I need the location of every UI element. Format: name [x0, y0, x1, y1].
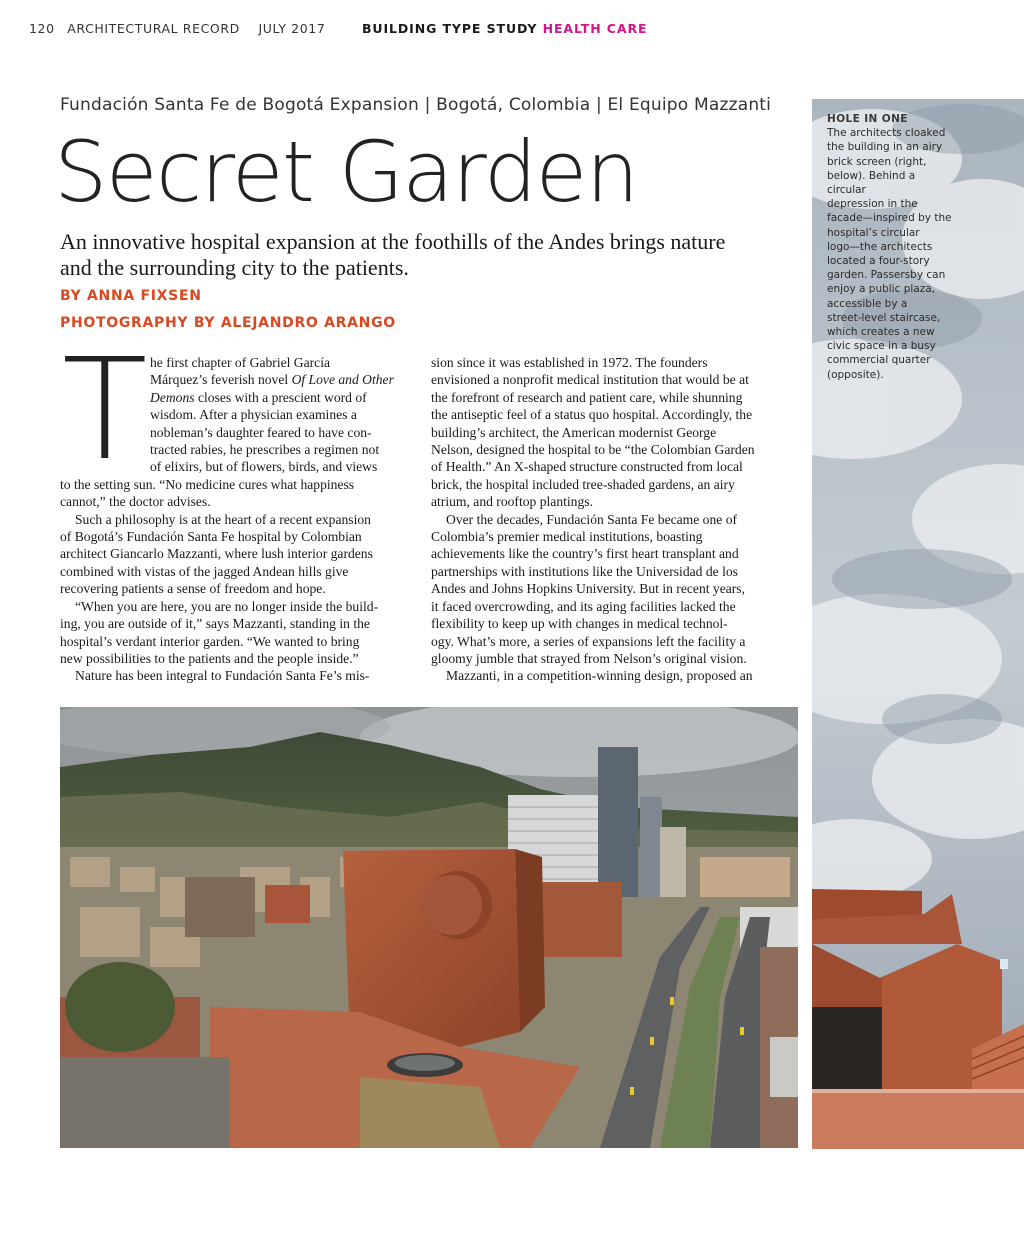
text-line: of elixirs, but of flowers, birds, and views — [150, 459, 378, 475]
text-line: Over the decades, Fundación Santa Fe became one of — [446, 511, 738, 527]
dek: An innovative hospital expansion at the foothills of the Andes brings nature and the surrounding city to the patients. — [60, 229, 726, 280]
caption-line: The architects cloaked — [827, 127, 946, 140]
text-line: combined with vistas of the jagged Andean hills give — [60, 563, 349, 579]
caption-line: which creates a new — [827, 326, 935, 339]
text-line: ogy. What’s more, a series of expansions left the facility a — [431, 633, 746, 649]
text-line: brick, the hospital included tree-shaded gardens, an airy — [431, 476, 735, 492]
text-line: it faced overcrowding, and its aging facilities lacked the — [431, 598, 736, 614]
caption-line: brick screen (right, — [827, 155, 927, 168]
text-line: of Health.” An X-shaped structure constructed from local — [431, 459, 743, 475]
aerial-photo-illustration — [60, 707, 798, 1148]
text-line: gloomy jumble that strayed from Nelson’s original vision. — [431, 650, 747, 666]
project-line: Fundación Santa Fe de Bogotá Expansion | Bogotá, Colombia | El Equipo Mazzanti — [60, 95, 772, 115]
caption-title: HOLE IN ONE — [827, 113, 908, 125]
text-line: atrium, and rooftop plantings. — [431, 494, 593, 510]
caption-line: located a four-story — [827, 255, 930, 268]
caption-line: (opposite). — [827, 368, 884, 381]
text-line: architect Giancarlo Mazzanti, where lush interior gardens — [60, 546, 373, 562]
text-line: ing, you are outside of it,” says Mazzanti, standing in the — [60, 616, 370, 632]
caption-line: depression in the — [827, 198, 918, 211]
text-line: tracted rabies, he prescribes a regimen not — [150, 442, 380, 458]
section-label — [362, 21, 647, 36]
text-line: hospital’s verdant interior garden. “We wanted to bring — [60, 633, 360, 649]
text-line — [60, 371, 414, 388]
caption-line: below). Behind a circular — [827, 169, 916, 197]
text-line: Colombia’s premier medical institutions, boasting — [431, 529, 703, 545]
caption-line: civic space in a busy — [827, 340, 936, 353]
page-number: 120 — [29, 21, 55, 36]
text-line: new possibilities to the patients and the people inside.” — [60, 650, 359, 666]
magazine-name: ARCHITECTURAL RECORD — [67, 21, 240, 36]
text-line: recovering patients a sense of freedom and hope. — [60, 581, 326, 597]
text-line: building’s architect, the American modernist George — [431, 424, 717, 440]
text-line — [60, 389, 414, 406]
caption-line: the building in an airy — [827, 141, 943, 154]
caption-line: enjoy a public plaza, — [827, 283, 936, 296]
body-column-right — [431, 354, 786, 685]
text-line: Andes and Johns Hopkins University. But in recent years, — [431, 581, 745, 597]
body-column-left — [60, 354, 414, 685]
caption-line: logo—the architects — [827, 240, 933, 253]
text-line: nobleman’s daughter feared to have con- — [150, 424, 372, 440]
caption-line: accessible by a — [827, 297, 908, 310]
caption-line: facade—inspired by the — [827, 212, 952, 225]
text-line: achievements like the country’s first heart transplant and — [431, 546, 739, 562]
text-line: the antiseptic feel of a status quo hospital. Accordingly, the — [431, 407, 753, 423]
text-line: the forefront of research and patient care, while shunning — [431, 389, 743, 405]
text-line: wisdom. After a physician examines a — [150, 407, 357, 423]
text-line: sion since it was established in 1972. The founders — [431, 355, 708, 370]
text-line: partnerships with institutions like the Universidad de los — [431, 563, 738, 579]
text-line: of Bogotá’s Fundación Santa Fe hospital by Colombian — [60, 529, 362, 545]
caption-line: hospital’s circular — [827, 226, 920, 239]
running-header — [29, 21, 325, 36]
page-title: Secret Garden — [54, 123, 638, 221]
text-line: cannot,” the doctor advises. — [60, 494, 211, 510]
text-line: “When you are here, you are no longer inside the build- — [75, 598, 379, 614]
caption-line: garden. Passersby can — [827, 269, 946, 282]
byline: BY ANNA FIXSEN — [60, 288, 202, 304]
drop-cap: T — [62, 329, 148, 492]
text-line: flexibility to keep up with changes in medical technol- — [431, 616, 728, 632]
photo-credit: PHOTOGRAPHY BY ALEJANDRO ARANGO — [60, 315, 396, 331]
text-line: Such a philosophy is at the heart of a recent expansion — [75, 511, 371, 527]
text-run: closes with a prescient word of — [194, 389, 367, 405]
book-title: Of Love and Other — [291, 372, 394, 388]
caption-line: commercial quarter — [827, 354, 931, 367]
book-title: Demons — [150, 389, 195, 405]
text-line: Nature has been integral to Fundación Santa Fe’s mis- — [75, 668, 370, 684]
text-line: to the setting sun. “No medicine cures what happiness — [60, 476, 355, 492]
aerial-photo — [60, 707, 798, 1148]
section-name: BUILDING TYPE STUDY — [362, 21, 538, 36]
photo-caption — [827, 112, 957, 382]
issue-date: JULY 2017 — [258, 21, 326, 36]
text-run: Márquez’s feverish novel — [150, 372, 292, 388]
text-line: Mazzanti, in a competition-winning design, proposed an — [446, 668, 753, 684]
section-accent: HEALTH CARE — [542, 21, 648, 36]
caption-line: street-level staircase, — [827, 311, 941, 324]
text-line: he first chapter of Gabriel García — [150, 355, 331, 370]
text-line: Nelson, designed the hospital to be “the Colombian Garden — [431, 442, 755, 458]
text-line: envisioned a nonprofit medical institution that would be at — [431, 372, 749, 388]
